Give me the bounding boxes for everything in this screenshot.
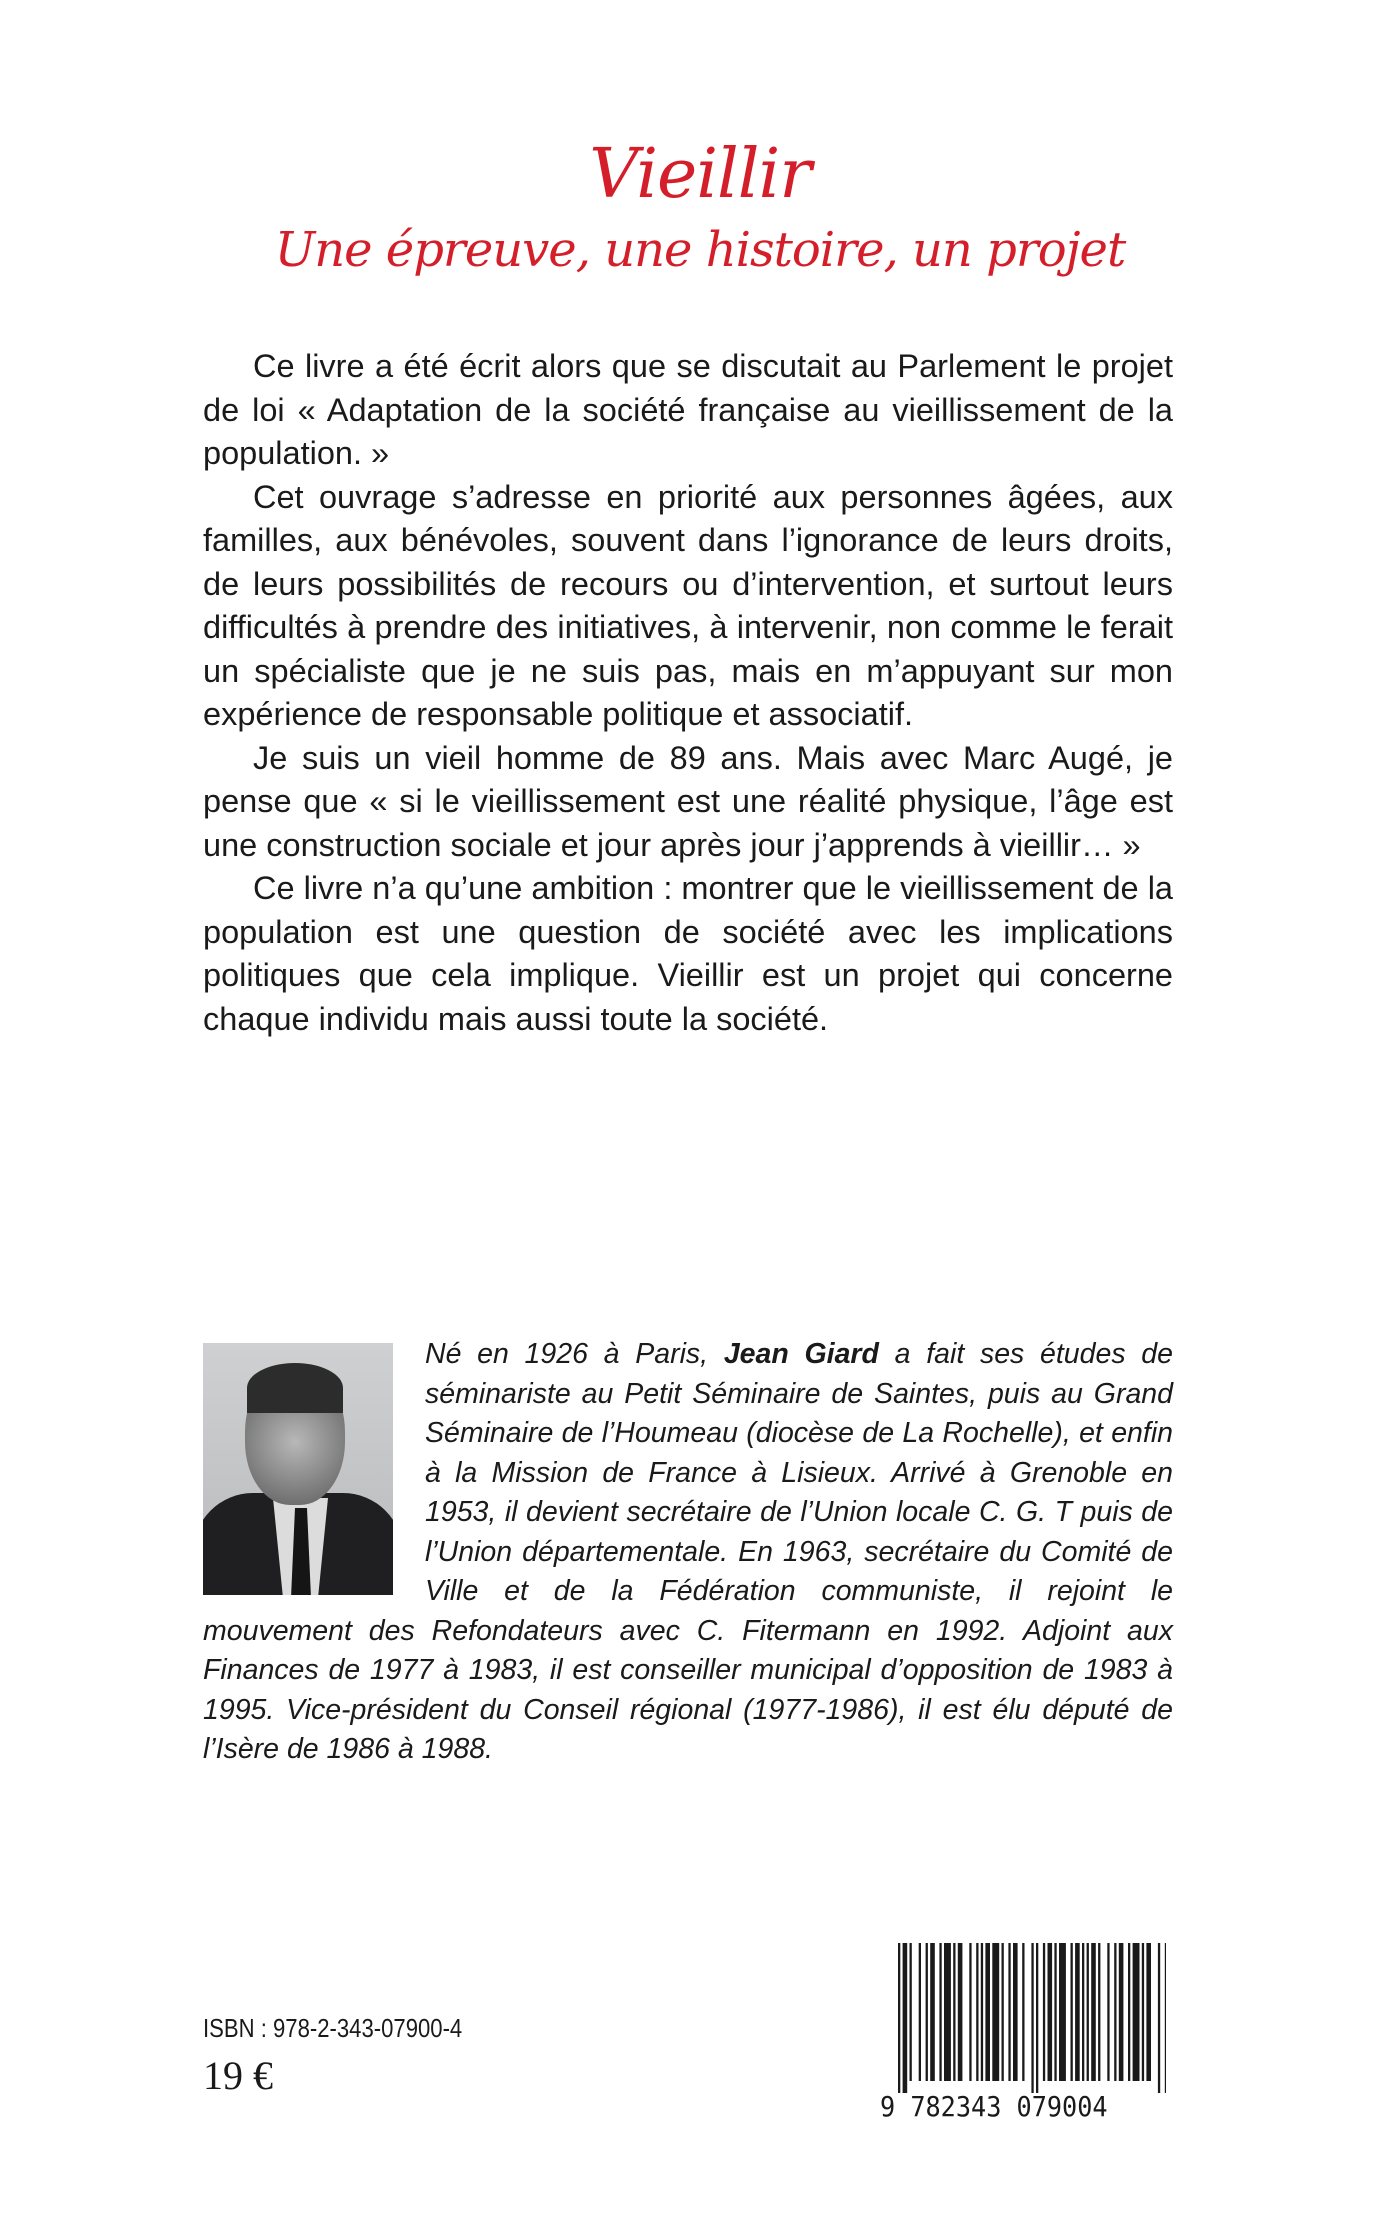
blurb-paragraph: Je suis un vieil homme de 89 ans. Mais avec Marc Augé, je pense que « si le vieillissement est une réalité physique, l’âge est une construction sociale et jour après jour j’apprends à vieillir… » <box>203 739 1173 863</box>
barcode-bar <box>1082 1943 1084 2081</box>
bio-text: a fait ses études de séminariste au Petit Séminaire de Saintes, puis au Grand Séminaire de l’Houmeau (diocèse de La Rochelle), et enfin à la Mission de France à Lisieux. Arrivé à Grenoble en 1953, il devient secrétaire de l’Union locale C. G. T puis de l’Union départementale. En 1963, secrétaire du Comité de Ville et de la Fédération communiste, il rejoint le mouvement des Refondateurs avec C. Fitermann en 1992. Adjoint aux Finances de 1977 à 1983, il est conseiller municipal d’opposition de 1983 à 1995. Vice-président du Conseil régional (1977-1986), il est élu député de l’Isère de 1986 à 1988. <box>203 1338 1173 1765</box>
barcode-bar <box>1031 1943 1033 2093</box>
barcode-bar <box>939 1943 941 2081</box>
barcode-bar <box>903 1943 908 2093</box>
barcode-bar <box>1054 1943 1056 2081</box>
barcode <box>898 1943 1166 2093</box>
barcode-bar <box>1059 1943 1066 2081</box>
blurb <box>203 345 1173 1041</box>
barcode-bar <box>1071 1943 1073 2081</box>
barcode-bar <box>944 1943 951 2081</box>
barcode-bar <box>1142 1943 1144 2081</box>
barcode-bar <box>958 1943 963 2081</box>
author-bio <box>203 1335 1173 1770</box>
barcode-bar <box>1165 1943 1166 2093</box>
barcode-bar <box>1008 1943 1010 2081</box>
barcode-bar <box>1146 1943 1151 2081</box>
barcode-bar <box>1098 1943 1100 2081</box>
barcode-bar <box>910 1943 912 2081</box>
barcode-bar <box>1022 1943 1024 2081</box>
barcode-bar <box>1091 1943 1096 2081</box>
barcode-bar <box>1036 1943 1038 2093</box>
barcode-bar <box>981 1943 983 2081</box>
barcode-bar <box>1075 1943 1080 2081</box>
book-subtitle: Une épreuve, une histoire, un projet <box>274 222 1126 278</box>
barcode-bar <box>1013 1943 1018 2081</box>
barcode-bar <box>969 1943 971 2081</box>
barcode-bar <box>1128 1943 1130 2081</box>
barcode-bar <box>919 1943 921 2081</box>
author-photo <box>203 1343 393 1595</box>
barcode-bars <box>898 1943 1166 2093</box>
barcode-bar <box>1043 1943 1045 2081</box>
isbn: ISBN : 978-2-343-07900-4 <box>203 2013 463 2043</box>
barcode-bar <box>1119 1943 1124 2081</box>
blurb-paragraph: Cet ouvrage s’adresse en priorité aux personnes âgées, aux familles, aux bénévoles, souvent dans l’ignorance de leurs droits, de leurs possibilités de recours ou d’intervention, et surtout leurs difficultés à prendre des initiatives, à intervenir, non comme le ferait un spécialiste que je ne suis pas, mais en m’appuyant sur mon expérience de responsable politique et associatif. <box>203 478 1173 732</box>
barcode-bar <box>926 1943 928 2081</box>
barcode-bar <box>898 1943 900 2093</box>
barcode-bar <box>953 1943 955 2081</box>
barcode-bar <box>1114 1943 1116 2081</box>
barcode-bar <box>930 1943 935 2081</box>
barcode-bar <box>1048 1943 1053 2081</box>
barcode-bar <box>992 1943 999 2081</box>
barcode-bar <box>1107 1943 1109 2081</box>
barcode-bar <box>1158 1943 1160 2093</box>
price: 19 € <box>203 2053 273 2098</box>
blurb-paragraph: Ce livre n’a qu’une ambition : montrer que le vieillissement de la population est une question de société avec les implications politiques que cela implique. Vieillir est un projet qui concerne chaque individu mais aussi toute la société. <box>203 870 1173 1037</box>
barcode-number: 9 782343 079004 <box>880 2090 1108 2123</box>
barcode-bar <box>1002 1943 1004 2081</box>
book-title: Vieillir <box>589 135 811 214</box>
barcode-bar <box>1133 1943 1140 2081</box>
author-name: Jean Giard <box>723 1338 879 1370</box>
barcode-bar <box>985 1943 990 2081</box>
barcode-bar <box>1087 1943 1089 2081</box>
bio-text-start: Né en 1926 à Paris, <box>425 1338 724 1370</box>
blurb-paragraph: Ce livre a été écrit alors que se discutait au Parlement le projet de loi « Adaptation de la société française au vieillissement de la population. » <box>203 348 1173 471</box>
barcode-bar <box>976 1943 978 2081</box>
